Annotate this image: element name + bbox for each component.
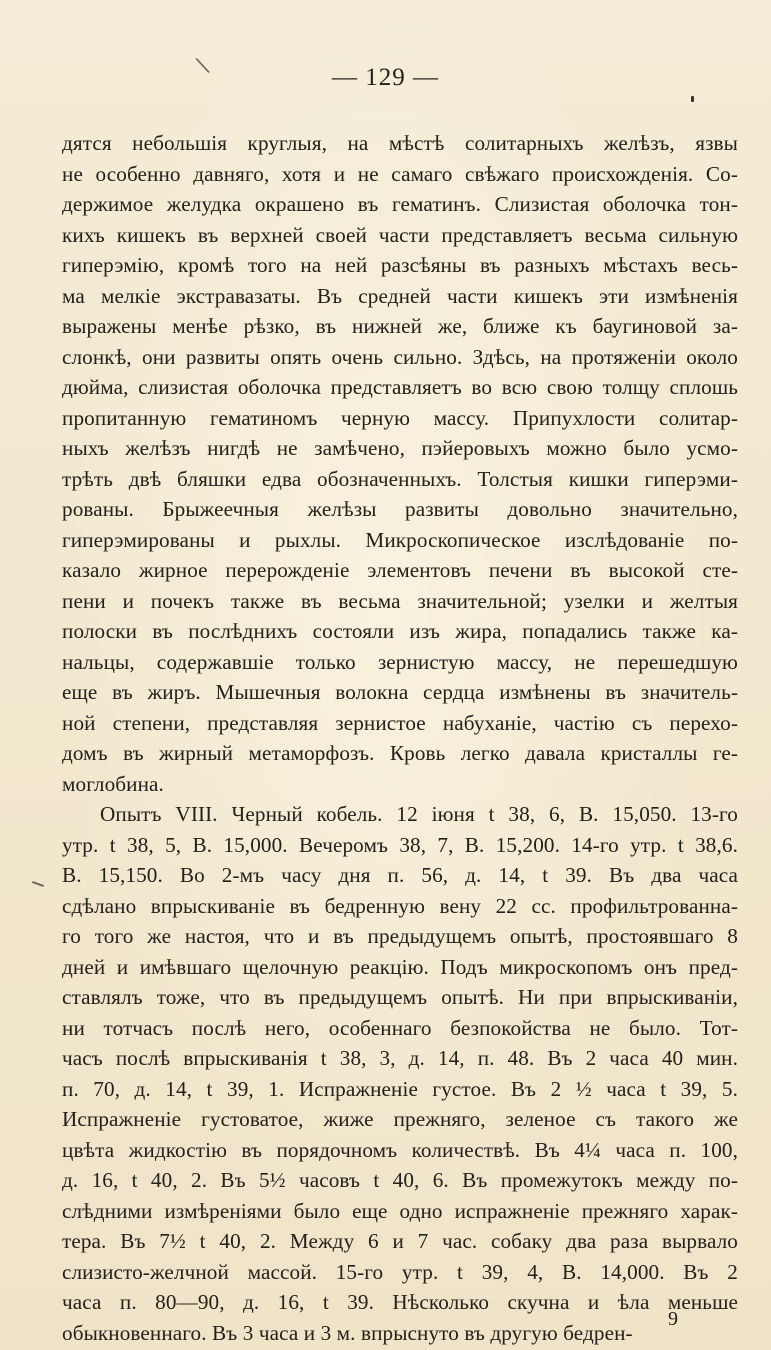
text-line: тера. Въ 7½ t 40, 2. Между 6 и 7 час. собаку два раза вырвало [62, 1229, 738, 1253]
text-line: домъ въ жирный метаморфозъ. Кровь легко давала кристаллы ге- [62, 741, 738, 765]
text-line: ни тотчасъ послѣ него, особеннаго безпокойства не было. Тот- [62, 1015, 738, 1040]
text-line: пропитанную гематиномъ черную массу. Припухлости солитар- [62, 405, 738, 430]
ink-spot [691, 96, 694, 102]
text-line: го того же настоя, что и въ предыдущемъ опытѣ, простоявшаго 8 [62, 924, 738, 948]
text-line: ной степени, представляя зернистое набуханіе, частію съ перехо- [62, 710, 738, 735]
text-line: слѣдними измѣреніями было еще одно испражненіе прежняго харак- [62, 1198, 738, 1223]
text-line: ставлялъ тоже, что въ предыдущемъ опытѣ. Ни при впрыскиваніи, [62, 985, 738, 1009]
text-line: сдѣлано впрыскиваніе въ бедренную вену 22 cc. профильтрованна- [62, 893, 738, 918]
text-line: трѣть двѣ бляшки едва обозначенныхъ. Толстыя кишки гиперэми- [62, 466, 738, 491]
margin-mark [32, 881, 44, 887]
text-line: слизисто-желчной массой. 15-го утр. t 39, 4, B. 14,000. Въ 2 [62, 1259, 738, 1284]
text-line: цвѣта жидкостію въ порядочномъ количествѣ. Въ 4¼ часа п. 100, [62, 1137, 738, 1162]
body-text [62, 128, 738, 1348]
text-line: пени и почекъ также въ весьма значительной; узелки и желтыя [62, 588, 738, 613]
text-line: рованы. Брыжеечныя желѣзы развиты довольно значительно, [62, 497, 738, 521]
text-line: п. 70, д. 14, t 39, 1. Испражненіе густое. Въ 2 ½ часа t 39, 5. [62, 1076, 738, 1101]
text-line: B. 15,150. Во 2-мъ часу дня п. 56, д. 14, t 39. Въ два часа [62, 863, 738, 887]
text-line: полоски въ послѣднихъ состояли изъ жира, попадались также ка- [62, 619, 738, 643]
text-line: утр. t 38, 5, B. 15,000. Вечеромъ 38, 7, B. 15,200. 14-го утр. t 38,6. [62, 832, 738, 857]
text-line: еще въ жиръ. Мышечныя волокна сердца измѣнены въ значитель- [62, 680, 738, 704]
text-line: держимое желудка окрашено въ гематинъ. Слизистая оболочка тон- [62, 192, 738, 216]
text-line: ныхъ желѣзъ нигдѣ не замѣчено, пэйеровыхъ можно было усмо- [62, 436, 738, 460]
paragraph-autopsy [62, 128, 738, 799]
text-line: выражены менѣе рѣзко, въ нижней же, ближе къ баугиновой за- [62, 314, 738, 338]
paragraph-experiment-8 [62, 799, 738, 1348]
text-line: гиперэмированы и рыхлы. Микроскопическое изслѣдованіе по- [62, 527, 738, 552]
text-line: дней и имѣвшаго щелочную реакцію. Подъ микроскопомъ онъ пред- [62, 954, 738, 979]
text-line: гиперэмію, кромѣ того на ней разсѣяны въ разныхъ мѣстахъ весь- [62, 253, 738, 277]
text-line: дюйма, слизистая оболочка представляетъ во всю свою толщу сплошь [62, 375, 738, 399]
page-header: — 129 — [332, 64, 439, 91]
text-line: обыкновеннаго. Въ 3 часа и 3 м. впрыснуто въ другую бедрен- [62, 1320, 633, 1345]
text-line: часа п. 80—90, д. 16, t 39. Нѣсколько скучна и ѣла меньше [62, 1290, 738, 1314]
text-line: дятся небольшія круглыя, на мѣстѣ солитарныхъ желѣзъ, язвы [62, 131, 738, 155]
text-line: часъ послѣ впрыскиванія t 38, 3, д. 14, п. 48. Въ 2 часа 40 мин. [62, 1046, 738, 1070]
text-line: д. 16, t 40, 2. Въ 5½ часовъ t 40, 6. Въ промежутокъ между по- [62, 1168, 738, 1192]
text-line: ма мелкіе экстравазаты. Въ средней части кишекъ эти измѣненія [62, 283, 738, 308]
text-line: моглобина. [62, 771, 164, 796]
text-line: кихъ кишекъ въ верхней своей части представляетъ весьма сильную [62, 222, 738, 247]
signature-mark: 9 [668, 1308, 678, 1330]
text-line: нальцы, содержавшіе только зернистую массу, не перешедшую [62, 649, 738, 674]
text-line: Испражненіе густоватое, жиже прежняго, зеленое съ такого же [62, 1107, 738, 1131]
text-line: не особенно давняго, хотя и не самаго свѣжаго происхожденія. Со- [62, 161, 738, 186]
pen-mark: \ [194, 53, 212, 79]
text-line: слонкѣ, они развиты опять очень сильно. Здѣсь, на протяженіи около [62, 344, 738, 369]
text-line: казало жирное перерожденіе элементовъ печени въ высокой сте- [62, 558, 738, 582]
text-line: Опытъ VIII. Черный кобель. 12 іюня t 38, 6, B. 15,050. 13-го [100, 802, 738, 826]
